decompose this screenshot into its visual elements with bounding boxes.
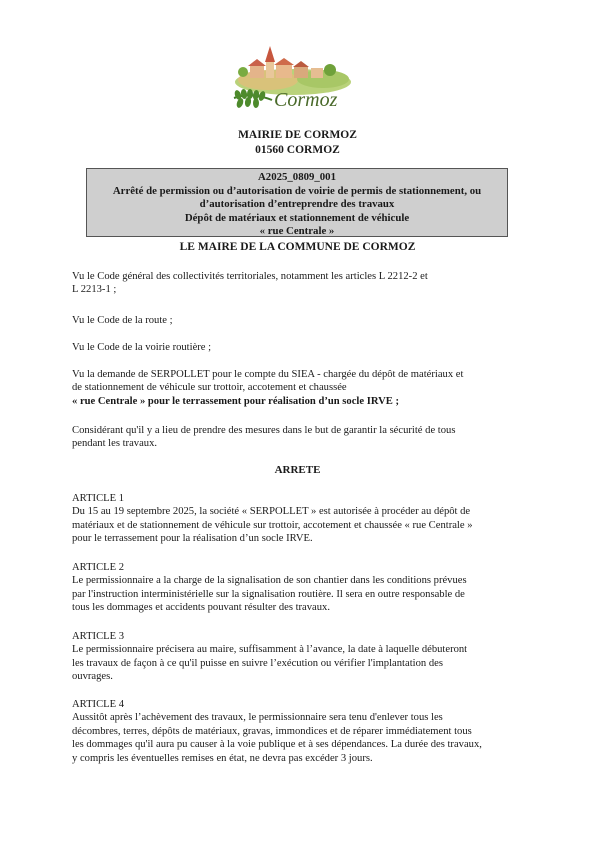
mairie-name: MAIRIE DE CORMOZ — [238, 129, 357, 141]
authority-title: LE MAIRE DE LA COMMUNE DE CORMOZ — [179, 241, 416, 253]
vu-demande-line-2: de stationnement de véhicule sur trottoir, accotement et chaussée — [72, 382, 347, 394]
svg-text:Cormoz: Cormoz — [274, 89, 338, 111]
mairie-postcode: 01560 CORMOZ — [255, 144, 340, 156]
article-2-line: tous les dommages et accidents pouvant résulter des travaux. — [72, 602, 331, 614]
article-3-line: Le permissionnaire précisera au maire, suffisamment à l’avance, la date à laquelle débuteront — [72, 644, 468, 656]
decree-title-line-4: « rue Centrale » — [259, 225, 335, 237]
vu-voirie-paragraph: Vu le Code de la voirie routière ; — [72, 342, 212, 353]
vu-demande-line-1: Vu la demande de SERPOLLET pour le compte du SIEA - chargée du dépôt de matériaux et — [72, 369, 464, 380]
article-3-line: ouvrages. — [72, 671, 113, 683]
article-1-line: Du 15 au 19 septembre 2025, la société « SERPOLLET » est autorisée à procéder au dépôt de — [72, 506, 471, 518]
article-4-line: Aussitôt après l’achèvement des travaux, le permissionnaire sera tenu d'enlever tous les — [72, 712, 443, 724]
article-2 — [72, 561, 528, 615]
vu-demande-paragraph — [72, 368, 528, 408]
article-3-line: les travaux de façon à ce qu'il puisse en suivre l’exécution ou vérifier l'implantation des — [72, 657, 443, 669]
article-3-title: ARTICLE 3 — [72, 631, 125, 642]
vu-cgct-line-1: Vu le Code général des collectivités territoriales, notamment les articles L 2212-2 et — [72, 271, 428, 282]
article-1-title: ARTICLE 1 — [72, 493, 125, 504]
decree-title-line-3: Dépôt de matériaux et stationnement de véhicule — [184, 211, 410, 224]
cormoz-logo — [228, 38, 358, 120]
mairie-header — [0, 128, 595, 158]
article-1 — [72, 492, 528, 546]
article-4-line: les dommages qu'il aura pu causer à la voie publique et à ses dépendances. La durée des travaux, — [72, 739, 482, 751]
article-4-line: décombres, terres, dépôts de matériaux, gravas, immondices et de réparer immédiatement tous — [72, 725, 472, 737]
article-2-line: Le permissionnaire a la charge de la signalisation de son chantier dans les conditions prévues — [72, 575, 467, 587]
considerant-line-2: pendant les travaux. — [72, 438, 158, 450]
decree-title-line-1: Arrêté de permission ou d’autorisation de voirie de permis de stationnement, ou — [112, 184, 482, 197]
considerant-paragraph — [72, 424, 528, 451]
arrete-heading: ARRETE — [274, 464, 321, 476]
article-2-title: ARTICLE 2 — [72, 562, 125, 573]
village-illustration-icon — [228, 38, 358, 120]
article-4 — [72, 698, 528, 765]
vu-cgct-paragraph — [72, 270, 528, 297]
article-1-line: matériaux et de stationnement de véhicule sur trottoir, accotement et chaussée « rue Centrale » — [72, 519, 473, 531]
article-3 — [72, 630, 528, 684]
vu-route-paragraph: Vu le Code de la route ; — [72, 315, 173, 326]
vu-cgct-line-2: L 2213-1 ; — [72, 284, 117, 296]
decree-number: A2025_0809_001 — [258, 171, 336, 183]
decree-reference-box — [86, 168, 508, 237]
vu-demande-line-3: « rue Centrale » pour le terrassement pour réalisation d’un socle IRVE ; — [72, 395, 400, 407]
article-2-line: par l'instruction interministérielle sur la signalisation routière. Il sera en outre responsable de — [72, 588, 465, 600]
article-4-line: y compris les éventuelles remises en état, ne devra pas excéder 3 jours. — [72, 752, 373, 764]
decree-title-line-2: d’autorisation d’entreprendre des travaux — [199, 198, 395, 210]
considerant-line-1: Considérant qu'il y a lieu de prendre des mesures dans le but de garantir la sécurité de tous — [72, 425, 456, 436]
article-4-title: ARTICLE 4 — [72, 699, 125, 710]
article-1-line: pour le terrassement pour la réalisation d’un socle IRVE. — [72, 533, 313, 545]
